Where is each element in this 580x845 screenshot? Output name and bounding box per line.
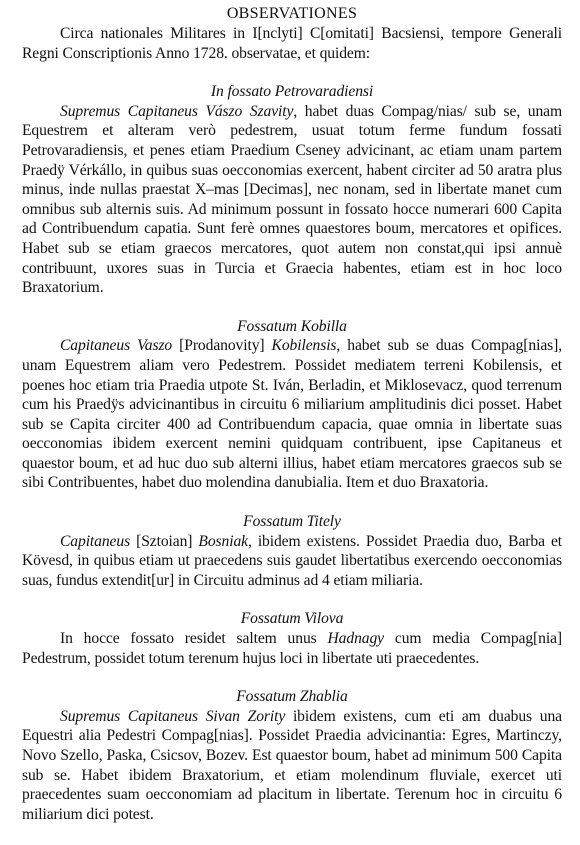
bracket-name: [Sztoian] bbox=[130, 532, 199, 550]
section-gap bbox=[22, 63, 562, 82]
section-heading: Fossatum Kobilla bbox=[237, 317, 347, 335]
paragraph-text: ibidem existens, cum eti am duabus una Equestri alia Pedestri Compag[nias]. Possidet Praedia advicinantia: Egres, Martinczy, Novo Szello, Paska, Csicsov, Bozev. Est quaestor boum, habet ad minimum 500 Capita sub se. Habet ibidem Braxatorium, et etiam molendinum fluviale, exercet uti praecedentes suam oecconomiam ad placitum in libertate. Terenum hoc in circuitu 6 miliarium dici potest. bbox=[22, 707, 563, 823]
intro-paragraph: Circa nationales Militares in I[nclyti] C[omitati] Bacsiensi, tempore Generali Regni Conscriptionis Anno 1728. observatae, et quidem: bbox=[22, 25, 562, 62]
italic-lead: Capitaneus Vaszo bbox=[60, 337, 173, 355]
paragraph-text: , ibidem existens. Possidet Praedia duo, Barba et Kövesd, in quibus etiam ut praecedens suis gaudet libertatibus exercendo oecconomias suas, fundus extendit[ur] in Circuitu adminus ad 4 etiam miliaria. bbox=[22, 532, 563, 589]
italic-lead: Supremus Capitaneus Vászo Szavity bbox=[60, 102, 294, 120]
italic-lead: Hadnagy bbox=[327, 630, 384, 648]
section-heading: Fossatum Zhablia bbox=[236, 688, 348, 706]
section-heading: In fossato Petrovaradiensi bbox=[210, 83, 374, 101]
section-paragraph bbox=[22, 102, 562, 298]
section-paragraph bbox=[22, 532, 562, 591]
italic-lead-2: Bosniak bbox=[198, 532, 248, 550]
section-gap bbox=[22, 590, 562, 609]
paragraph-pre-text: In hocce fossato residet saltem unus bbox=[60, 630, 328, 648]
section-gap bbox=[22, 298, 562, 317]
italic-lead: Capitaneus bbox=[60, 532, 131, 550]
section-paragraph bbox=[22, 629, 562, 668]
section-gap bbox=[22, 668, 562, 687]
section-paragraph bbox=[22, 707, 562, 825]
italic-lead-2: Kobilensis bbox=[271, 337, 337, 355]
document-page bbox=[22, 4, 562, 824]
document-title: OBSERVATIONES bbox=[226, 5, 358, 22]
section-gap bbox=[22, 493, 562, 512]
section-heading: Fossatum Titely bbox=[243, 513, 341, 531]
section-heading: Fossatum Vilova bbox=[240, 610, 344, 628]
section-paragraph bbox=[22, 336, 562, 493]
italic-lead: Supremus Capitaneus Sivan Zority bbox=[60, 707, 286, 725]
paragraph-text: , habet duas Compag/nias/ sub se, unam Equestrem et alteram verò pedestrem, usuat totum ferme fundum fossati Petrovaradiensis, et penes etiam Praedium Cseney advicinant, ac etiam unam partem Praedÿ Vérkállo, in quibus suas oecconomias exercent, habent circiter ad 50 aratra plus minus, inde nullas praestat X–mas [Decimas], nec nonam, sed in libertate manet cum omnibus sub alternis suis. Ad minimum possunt in fossato hocce numerari 600 Capita ad Contribuendum capatia. Sunt ferè omnes quaestores boum, mercatores et opifices. Habet sub se etiam graecos mercatores, quot autem non constat,qui ipsi annuè contribuunt, uxores suas in Turcia et Graecia habentes, etiam est in hoc loco Braxatorium. bbox=[22, 102, 562, 297]
paragraph-text: cum media Compag[nia] Pedestrum, possidet totum terenum hujus loci in libertate uti praecedentes. bbox=[22, 630, 562, 667]
paragraph-text: , habet sub se duas Compag[nias], unam Equestrem aliam vero Pedestrem. Possidet mediatem terreni Kobilensis, et poenes hoc etiam tria Praedia utpote St. Iván, Berladin, et Miklosevacz, quod terrenum cum his Praedÿs advicinantibus in circuitu 6 miliarium amplitudinis dici posset. Habet sub se Capita circiter 400 ad Contribuendum capacia, quae omnia in libertate suas oecconomias ibidem exercent nemini quidquam contribuent, ipse Capitaneus et quaestor boum, et ad huc duo sub alterni illius, habet etiam mercatores graecos sub se sibi Contribuentes, habet duo molendina danubialia. Item et duo Braxatoria. bbox=[22, 337, 562, 492]
bracket-name: [Prodanovity] bbox=[172, 337, 272, 355]
